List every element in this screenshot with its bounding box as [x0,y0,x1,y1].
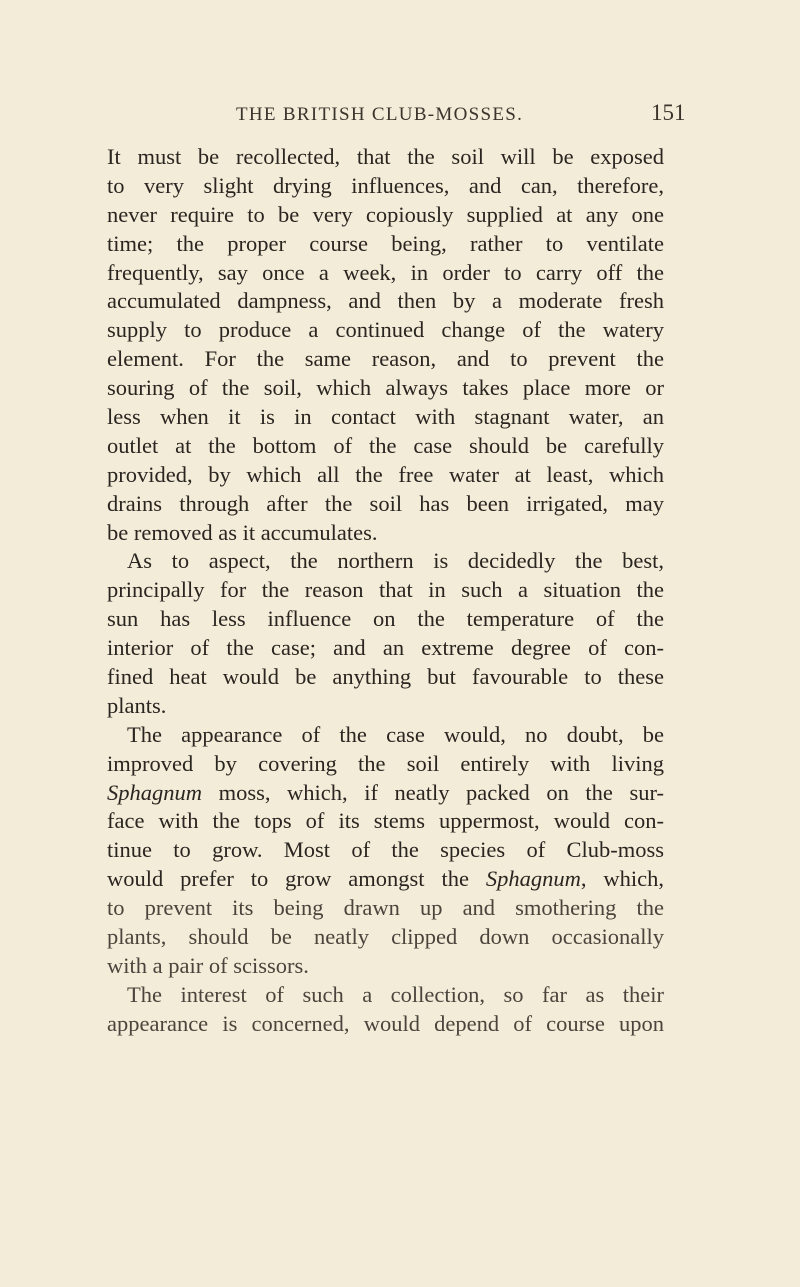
text-line-4: time; the proper course being, rather to ventilate [107,230,664,256]
text-line-24: face with the tops of its stems uppermost, would con- [107,808,664,834]
text-line-5: frequently, say once a week, in order to carry off the [107,259,664,285]
text-line-30: The interest of such a collection, so far as their [127,981,664,1007]
line-text: would prefer to grow amongst the [107,866,486,892]
line-text: , which, [580,866,664,892]
text-line-21: The appearance of the case would, no doubt, be [127,721,664,747]
page-number: 151 [651,100,686,125]
text-line-20: plants. [107,692,167,718]
text-line-8: element. For the same reason, and to prevent the [107,346,664,372]
text-line-29: with a pair of scissors. [107,952,309,978]
text-line-23 [107,779,664,808]
text-line-12: provided, by which all the free water at least, which [107,461,664,487]
text-line-2: to very slight drying influences, and can, therefore, [107,172,664,198]
text-line-19: fined heat would be anything but favourable to these [107,664,664,690]
running-title: THE BRITISH CLUB-MOSSES. [236,104,524,125]
text-line-6: accumulated dampness, and then by a moderate fresh [107,288,664,314]
text-line-13: drains through after the soil has been irrigated, may [107,490,664,516]
line-text: moss, which, if neatly packed on the sur- [202,779,664,805]
italic-term: Sphagnum [107,779,202,805]
text-line-25: tinue to grow. Most of the species of Club-moss [107,837,664,863]
text-line-16: principally for the reason that in such a situation the [107,577,664,603]
text-line-22: improved by covering the soil entirely with living [107,750,664,776]
text-line-11: outlet at the bottom of the case should be carefully [107,432,664,458]
text-line-31: appearance is concerned, would depend of course upon [107,1010,664,1036]
text-line-10: less when it is in contact with stagnant water, an [107,404,664,430]
text-line-14: be removed as it accumulates. [107,519,378,545]
text-line-17: sun has less influence on the temperature of the [107,606,664,632]
text-line-9: souring of the soil, which always takes place more or [107,375,664,401]
italic-term: Sphagnum [485,866,581,892]
running-head [0,100,800,132]
text-line-28: plants, should be neatly clipped down occasionally [107,924,664,950]
text-line-3: never require to be very copiously supplied at any one [107,201,664,227]
text-line-7: supply to produce a continued change of the watery [107,317,664,343]
text-line-26 [107,865,664,894]
text-line-27: to prevent its being drawn up and smothering the [107,895,664,921]
body-text [107,143,664,1039]
text-line-18: interior of the case; and an extreme degree of con- [107,635,664,661]
text-line-15: As to aspect, the northern is decidedly the best, [127,548,664,574]
text-line-1: It must be recollected, that the soil will be exposed [107,144,664,169]
